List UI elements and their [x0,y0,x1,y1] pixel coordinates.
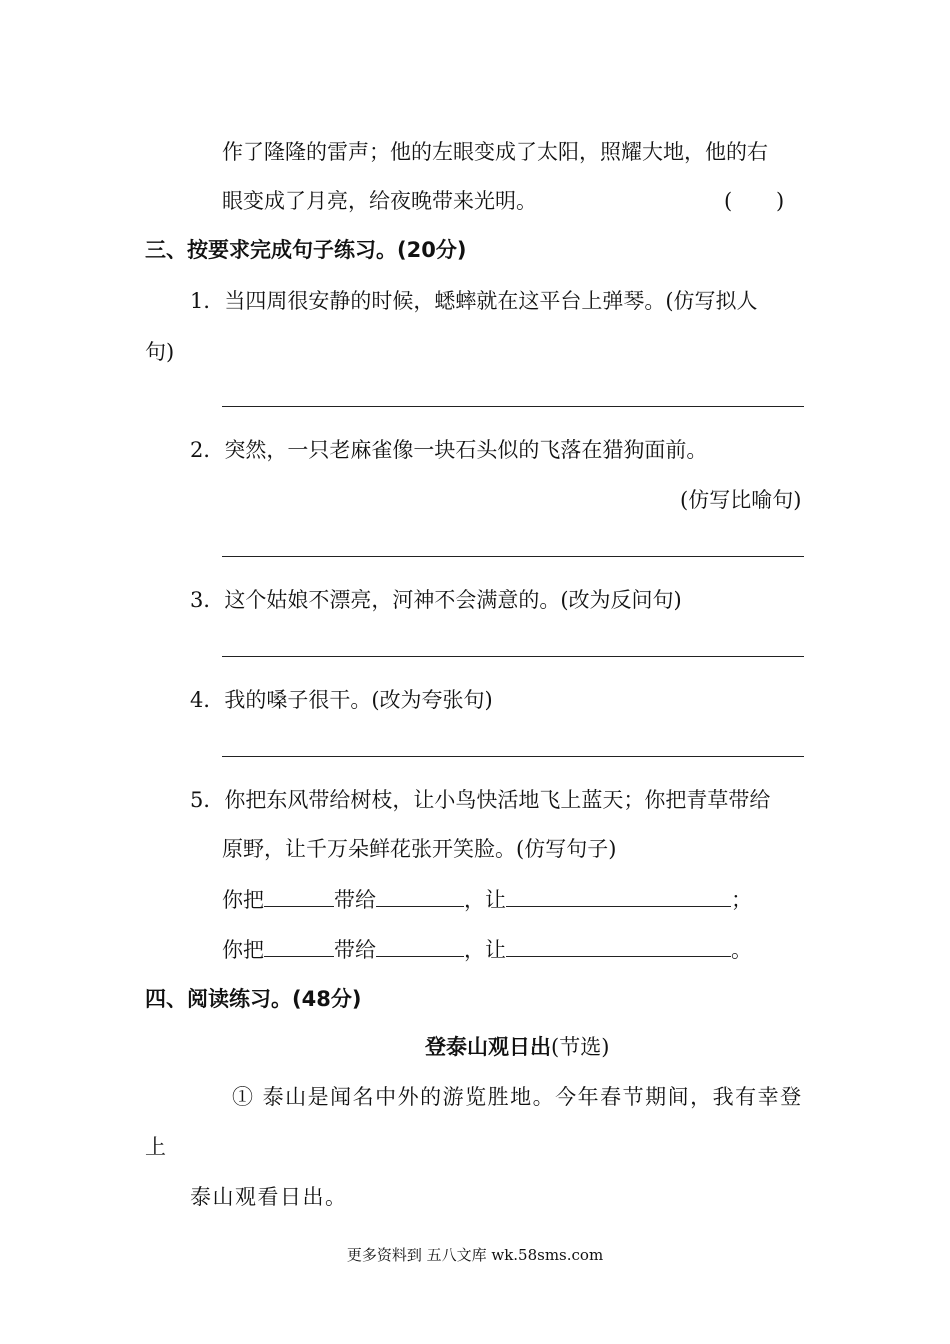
passage-line-1: ① 泰山是闻名中外的游览胜地。今年春节期间，我有幸登 [232,1085,803,1109]
fill-label-b: 带给 [334,938,376,962]
question-2-text: 2．突然，一只老麻雀像一块石头似的飞落在猎狗面前。 [190,438,708,462]
question-4-answer-line[interactable] [222,756,804,757]
blank-1[interactable] [264,884,334,907]
answer-paren-close: ) [776,189,785,213]
blank-6[interactable] [506,934,731,957]
blank-3[interactable] [506,884,731,907]
fill-label-c: ，让 [464,938,506,962]
question-1-answer-line[interactable] [222,406,804,407]
question-1-wrap: 句) [145,340,175,364]
fill-end-2: 。 [731,938,752,962]
question-4-text: 4．我的嗓子很干。(改为夸张句) [190,688,493,712]
question-2-answer-line[interactable] [222,556,804,557]
question-5-fill-row-2 [222,934,752,965]
fill-label-a: 你把 [222,938,264,962]
section-4-heading: 四、阅读练习。(48分) [145,987,362,1011]
passage-wrap: 上 [145,1135,166,1159]
question-2-hint: (仿写比喻句) [680,488,802,512]
continuation-line-1: 作了隆隆的雷声；他的左眼变成了太阳，照耀大地，他的右 [222,140,768,164]
blank-5[interactable] [376,934,464,957]
question-3-text: 3．这个姑娘不漂亮，河神不会满意的。(改为反问句) [190,588,682,612]
fill-label-b: 带给 [334,888,376,912]
blank-4[interactable] [264,934,334,957]
passage-line-2: 泰山观看日出。 [190,1185,348,1209]
blank-2[interactable] [376,884,464,907]
fill-label-a: 你把 [222,888,264,912]
question-5-line-2: 原野，让千万朵鲜花张开笑脸。(仿写句子) [222,837,617,861]
passage-title: 登泰山观日出 [425,1035,551,1059]
footer-text[interactable]: 更多资料到 五八文库 wk.58sms.com [346,1246,604,1264]
question-5-line-1: 5．你把东风带给树枝，让小鸟快活地飞上蓝天；你把青草带给 [190,788,771,812]
fill-label-c: ，让 [464,888,506,912]
answer-paren-open: ( [724,189,733,213]
question-5-fill-row-1 [222,884,752,915]
continuation-line-2: 眼变成了月亮，给夜晚带来光明。 [222,189,537,213]
fill-end-1: ； [731,888,752,912]
passage-title-row [425,1032,609,1062]
passage-title-note: (节选) [551,1035,610,1059]
question-1-text: 1．当四周很安静的时候，蟋蟀就在这平台上弹琴。(仿写拟人 [190,289,758,313]
section-3-heading: 三、按要求完成句子练习。(20分) [145,238,467,262]
question-3-answer-line[interactable] [222,656,804,657]
